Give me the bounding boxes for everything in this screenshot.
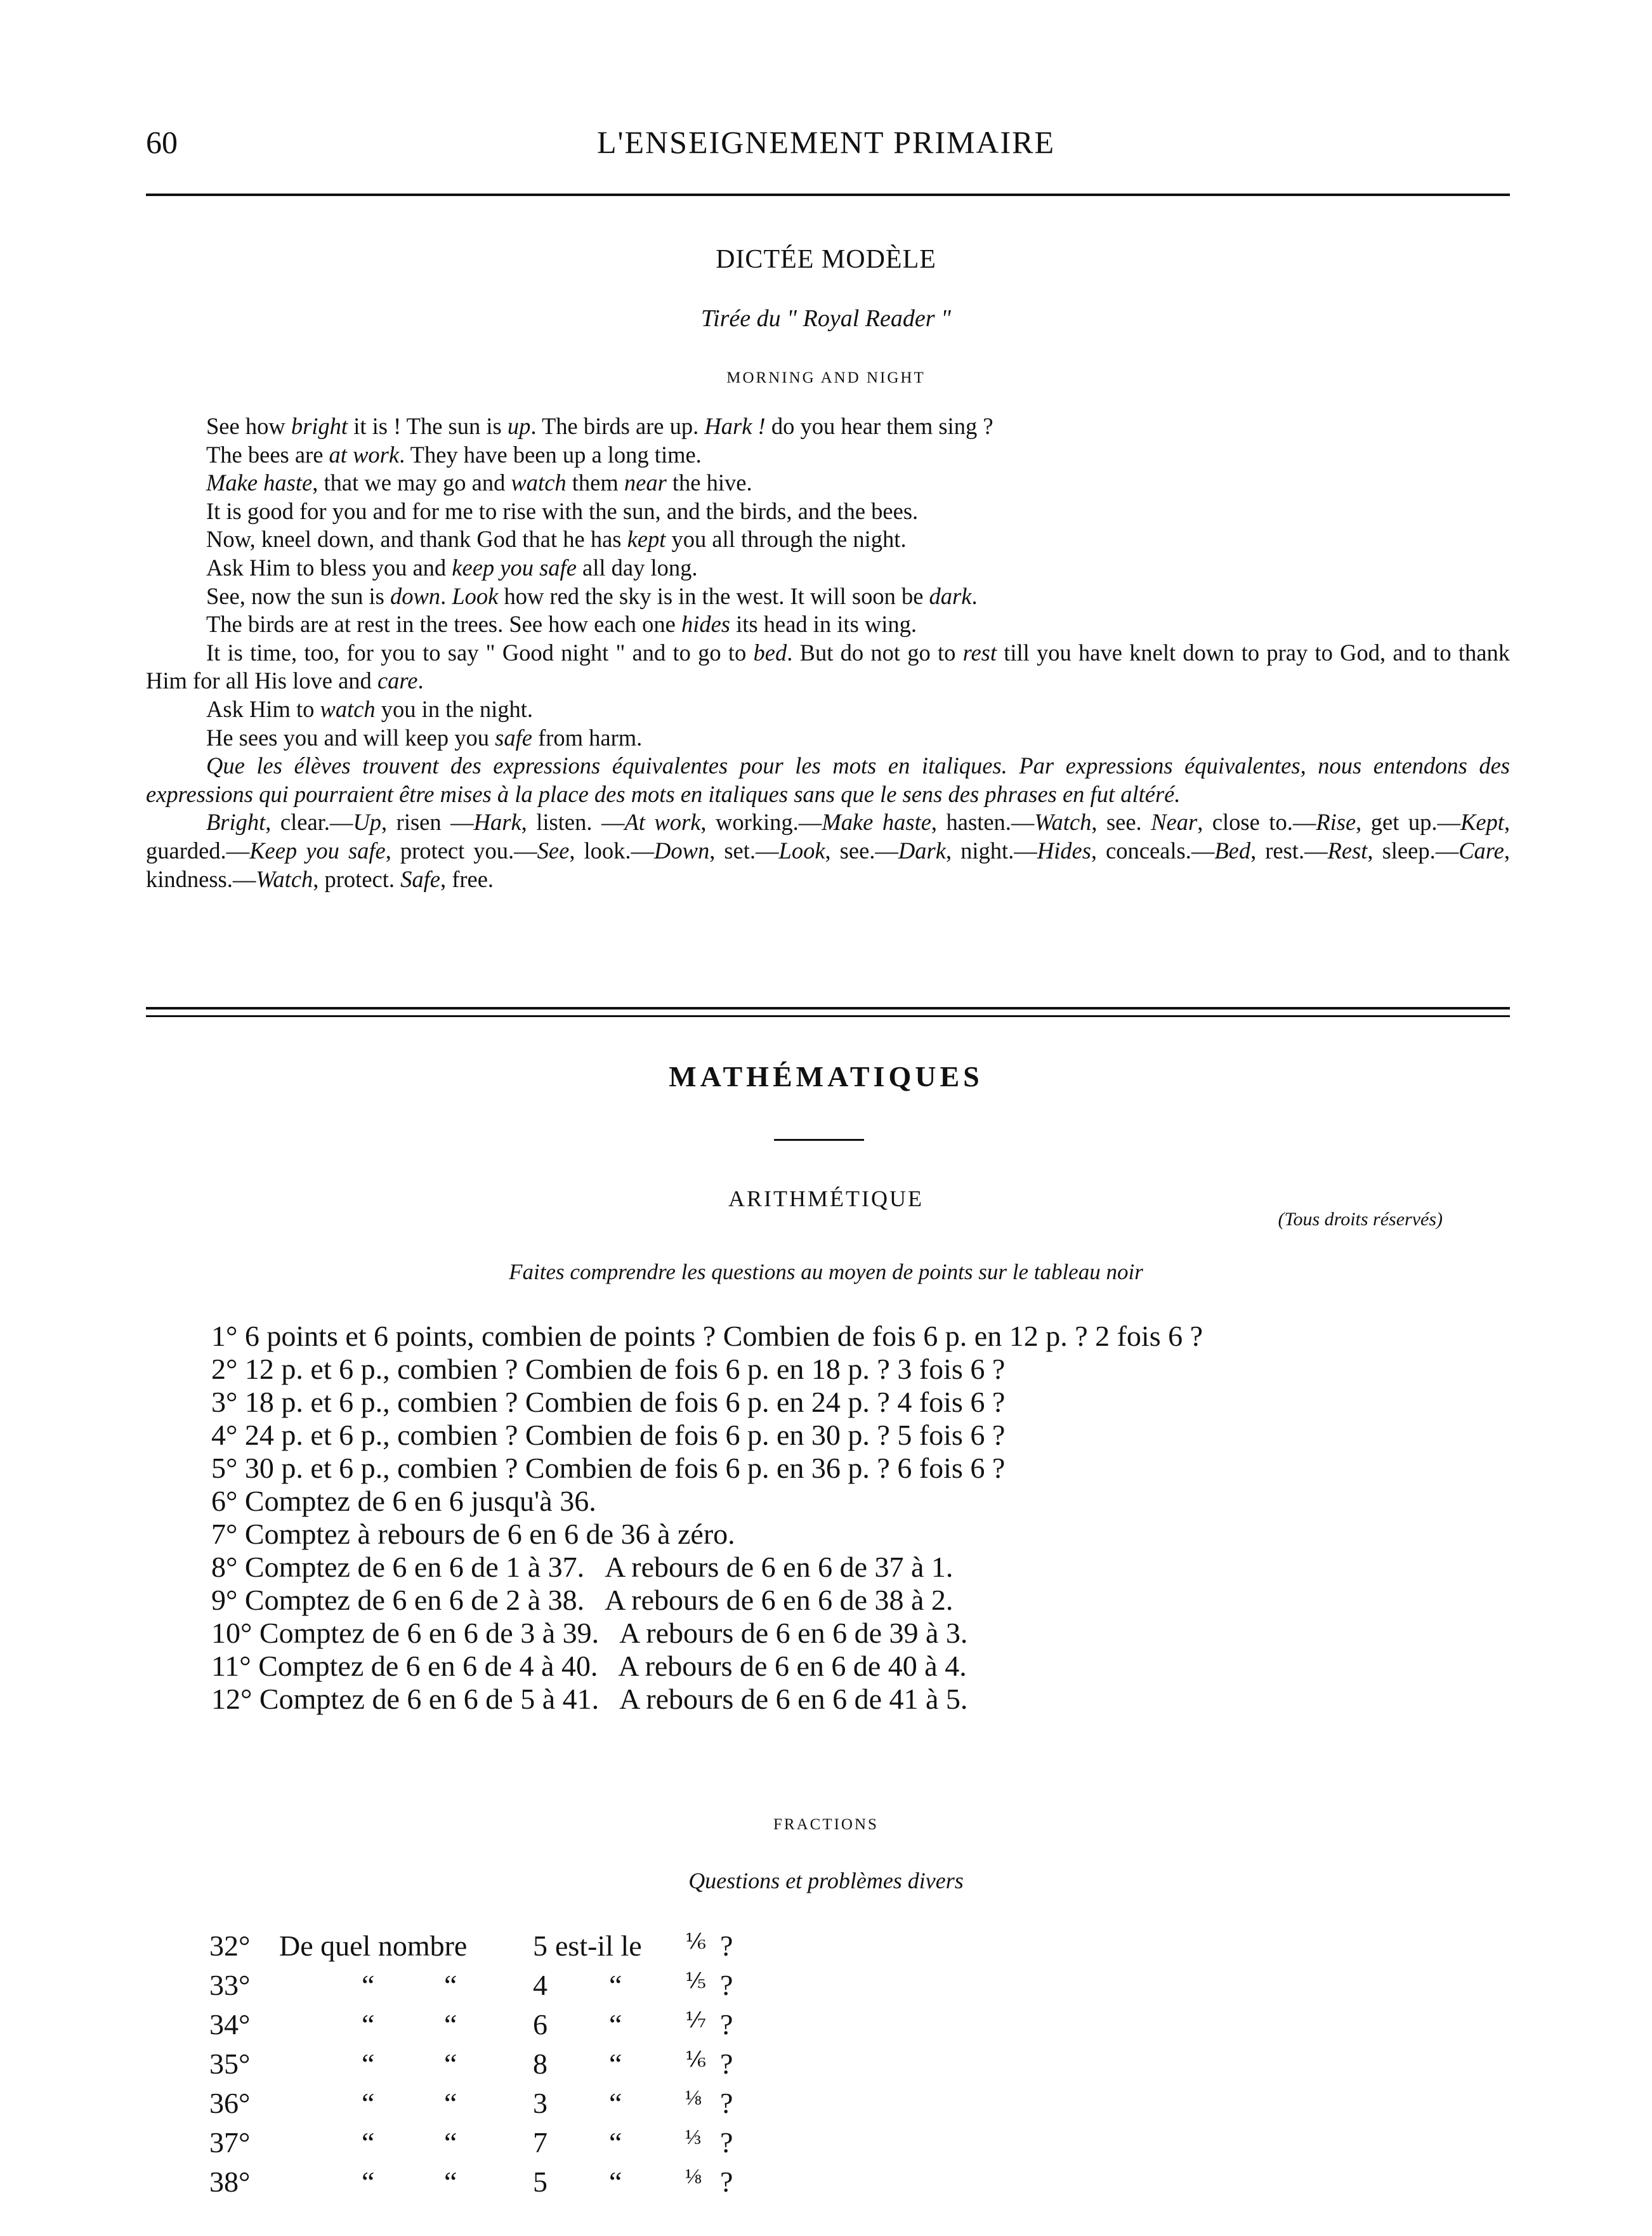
italic-word: Keep you safe (249, 837, 386, 864)
arith-question: 2° 12 p. et 6 p., combien ? Combien de fois 6 p. en 18 p. ? 3 fois 6 ? (211, 1353, 1006, 1385)
arith-question: 9° Comptez de 6 en 6 de 2 à 38. A rebours de 6 en 6 de 38 à 2. (211, 1584, 954, 1616)
text-run: Ask Him to bless you and (206, 554, 452, 581)
text-run: , see.— (825, 837, 898, 864)
question-mark: ? (720, 2048, 733, 2080)
text-run: . They have been up a long time. (399, 441, 702, 468)
italic-word: at work (329, 441, 400, 468)
italic-word: up (507, 413, 531, 439)
math-title: MATHÉMATIQUES (669, 1060, 983, 1093)
text-run: . But do not go to (787, 639, 963, 666)
italic-word: See (537, 837, 570, 864)
rights-notice: (Tous droits réservés) (1278, 1209, 1443, 1230)
italic-word: care (377, 668, 418, 694)
arith-question: 11° Comptez de 6 en 6 de 4 à 40. A rebours de 6 en 6 de 40 à 4. (211, 1650, 967, 1682)
text-run: how red the sky is in the west. It will soon be (498, 582, 929, 609)
text-run: it is ! The sun is (348, 413, 508, 439)
ditto-mark: “ (444, 2048, 457, 2080)
dictee-line (146, 724, 1510, 753)
math-subtitle: ARITHMÉTIQUE (728, 1186, 924, 1211)
italic-word: keep you safe (452, 554, 577, 581)
ditto-mark: “ (609, 2166, 622, 2198)
text-run: its head in its wing. (730, 611, 917, 638)
italic-word: Up (353, 809, 382, 836)
fraction-value: ⅕ (685, 1970, 706, 1993)
arith-question: 4° 24 p. et 6 p., combien ? Combien de fois 6 p. en 30 p. ? 5 fois 6 ? (211, 1419, 1006, 1451)
text-run: The bees are (206, 441, 329, 468)
dictee-subtitle: MORNING AND NIGHT (726, 369, 926, 386)
question-number: 34° (209, 2008, 251, 2041)
italic-word: Watch (1034, 809, 1092, 836)
ditto-mark: “ (444, 2166, 457, 2198)
italic-word: Watch (256, 865, 313, 892)
italic-word: Bed (1214, 837, 1251, 864)
text-run: , risen — (381, 809, 474, 836)
italic-word: Look (452, 582, 499, 609)
text-run: , set.— (709, 837, 779, 864)
text-run: , sleep.— (1367, 837, 1459, 864)
text-run: all day long. (576, 554, 698, 581)
text-run: , protect. (313, 865, 401, 892)
dictee-line (146, 554, 1510, 582)
italic-word: Rest (1327, 837, 1368, 864)
italic-word: safe (495, 724, 532, 751)
italic-word: Bright (206, 809, 266, 836)
text-run: He sees you and will keep you (206, 724, 495, 751)
italic-word: bed (753, 639, 787, 666)
italic-word: Hark (473, 809, 521, 836)
arith-question: 5° 30 p. et 6 p., combien ? Combien de fois 6 p. en 36 p. ? 6 fois 6 ? (211, 1452, 1006, 1484)
dictee-line (146, 497, 1510, 526)
dictee-line (146, 582, 1510, 611)
text-run: . (971, 582, 978, 609)
italic-word: hides (681, 611, 731, 638)
text-run: till you have knelt down to pray to God, and to thank Him for all His love and (146, 639, 1510, 694)
text-run: , protect you.— (385, 837, 537, 864)
text-run: , night.— (945, 837, 1037, 864)
italic-word: Que les élèves trouvent des expressions équivalentes pour les mots en italiques. Par expressions équivalentes, nous entendons des expressions qui pourraient être mises à la place des mots en italiques sans que le sens des phrases en fut altéré. (146, 753, 1510, 807)
question-number-value: 7 (533, 2126, 547, 2159)
text-run: . The birds are up. (530, 413, 705, 439)
question-number: 38° (209, 2166, 251, 2198)
dictee-source: Tirée du " Royal Reader " (701, 305, 951, 332)
ditto-mark: “ (362, 2166, 375, 2198)
italic-word: rest (962, 639, 997, 666)
italic-word: down (390, 582, 441, 609)
fraction-value: ⅛ (685, 2165, 702, 2188)
text-run: It is time, too, for you to say " Good night " and to go to (206, 639, 754, 666)
ditto-mark: “ (609, 2087, 622, 2119)
italic-word: At work (624, 809, 701, 836)
ditto-mark: “ (362, 1969, 375, 2001)
ditto-mark: “ (444, 2008, 457, 2041)
fraction-value: ⅛ (685, 2086, 702, 2110)
arithmetic-questions (164, 1320, 1509, 1716)
arith-question: 8° Comptez de 6 en 6 de 1 à 37. A rebours de 6 en 6 de 37 à 1. (211, 1551, 954, 1583)
text-run: , conceals.— (1091, 837, 1215, 864)
dictee-line (146, 412, 1510, 441)
dictee-text (146, 412, 1510, 893)
question-number-value: 6 (533, 2008, 547, 2041)
question-mark: ? (720, 2087, 733, 2119)
ditto-mark: “ (362, 2008, 375, 2041)
italic-word: kept (627, 526, 666, 553)
arith-question: 10° Comptez de 6 en 6 de 3 à 39. A rebours de 6 en 6 de 39 à 3. (211, 1617, 968, 1649)
text-run: . (440, 582, 452, 609)
text-run: , listen. — (521, 809, 625, 836)
section-rule-bottom (146, 1015, 1510, 1017)
text-run: , clear.— (265, 809, 353, 836)
ditto-mark: “ (362, 2048, 375, 2080)
italic-word: Look (778, 837, 825, 864)
question-number-value: 3 (533, 2087, 547, 2119)
text-run: you in the night. (375, 695, 534, 722)
text-run: do you hear them sing ? (765, 413, 993, 439)
dictee-line (146, 525, 1510, 554)
dictee-line (146, 808, 1510, 893)
text-run: The birds are at rest in the trees. See how each one (206, 611, 681, 638)
question-number: 37° (209, 2126, 251, 2159)
ditto-mark: “ (362, 2087, 375, 2119)
text-run: , close to.— (1197, 809, 1316, 836)
text-run: , guarded.— (146, 809, 1511, 864)
arith-question: 3° 18 p. et 6 p., combien ? Combien de fois 6 p. en 24 p. ? 4 fois 6 ? (211, 1386, 1006, 1418)
fractions-subtitle: Questions et problèmes divers (688, 1868, 964, 1893)
question-number: 35° (209, 2048, 251, 2080)
text-run: you all through the night. (665, 526, 907, 553)
italic-word: Safe (400, 865, 440, 892)
italic-word: Down (653, 837, 710, 864)
section-rule-top (146, 1007, 1510, 1009)
italic-word: watch (511, 470, 567, 496)
italic-word: Care (1459, 837, 1504, 864)
fractions-title: FRACTIONS (773, 1816, 879, 1833)
arith-question: 6° Comptez de 6 en 6 jusqu'à 36. (211, 1485, 596, 1517)
text-run: It is good for you and for me to rise with the sun, and the birds, and the bees. (206, 497, 919, 524)
italic-word: Hides (1037, 837, 1091, 864)
arith-question: 1° 6 points et 6 points, combien de points ? Combien de fois 6 p. en 12 p. ? 2 fois 6 ? (211, 1320, 1203, 1352)
question-number-value: 5 (533, 1930, 547, 1962)
page-number: 60 (146, 124, 178, 160)
question-number-value: 4 (533, 1969, 547, 2001)
question-verb: est-il le (555, 1930, 642, 1962)
italic-word: Make haste (822, 809, 931, 836)
math-title-rule (774, 1139, 864, 1141)
italic-word: Hark ! (704, 413, 766, 439)
ditto-mark: “ (609, 2008, 622, 2041)
math-instruction: Faites comprendre les questions au moyen de points sur le tableau noir (509, 1259, 1143, 1284)
text-run: . (417, 668, 424, 694)
text-run: , look.— (569, 837, 654, 864)
question-number-value: 5 (533, 2166, 547, 2198)
dictee-line (146, 441, 1510, 470)
dictee-line (146, 752, 1510, 808)
dictee-line (146, 695, 1510, 724)
fraction-value: ⅐ (685, 2009, 706, 2032)
text-run: , free. (440, 865, 494, 892)
fraction-value: ⅓ (685, 2126, 702, 2149)
question-number-value: 8 (533, 2048, 547, 2080)
ditto-mark: “ (609, 1969, 622, 2001)
text-run: , that we may go and (312, 470, 511, 496)
ditto-mark: “ (362, 2126, 375, 2159)
ditto-mark: “ (444, 1969, 457, 2001)
text-run: the hive. (666, 470, 752, 496)
text-run: from harm. (532, 724, 643, 751)
arith-question: 12° Comptez de 6 en 6 de 5 à 41. A rebours de 6 en 6 de 41 à 5. (211, 1683, 968, 1715)
italic-word: Make haste (206, 470, 313, 496)
italic-word: Near (1151, 809, 1198, 836)
question-mark: ? (720, 2126, 733, 2159)
question-mark: ? (720, 1969, 733, 2001)
header-rule (146, 194, 1510, 196)
question-mark: ? (720, 2166, 733, 2198)
text-run: , hasten.— (931, 809, 1035, 836)
text-run: See how (206, 413, 291, 439)
journal-title: L'ENSEIGNEMENT PRIMAIRE (596, 124, 1056, 160)
ditto-mark: “ (609, 2126, 622, 2159)
italic-word: Rise (1316, 809, 1356, 836)
text-run: , kindness.— (146, 837, 1510, 892)
fraction-value: ⅙ (685, 2048, 706, 2072)
question-number: 33° (209, 1969, 251, 2001)
dictee-line (146, 639, 1510, 695)
italic-word: watch (320, 695, 376, 722)
text-run: Now, kneel down, and thank God that he has (206, 526, 627, 553)
italic-word: Kept (1460, 809, 1504, 836)
text-run: , see. (1091, 809, 1151, 836)
text-run: , get up.— (1356, 809, 1461, 836)
italic-word: bright (291, 413, 348, 439)
text-run: them (566, 470, 624, 496)
text-run: Ask Him to (206, 695, 320, 722)
ditto-mark: “ (444, 2126, 457, 2159)
question-text: De quel nombre (279, 1930, 468, 1962)
question-mark: ? (720, 2008, 733, 2041)
dictee-title: DICTÉE MODÈLE (716, 245, 936, 274)
dictee-line (146, 610, 1510, 639)
text-run: , rest.— (1250, 837, 1328, 864)
question-mark: ? (720, 1930, 733, 1962)
question-number: 36° (209, 2087, 251, 2119)
text-run: , working.— (700, 809, 822, 836)
italic-word: Dark (898, 837, 946, 864)
italic-word: near (624, 470, 667, 496)
text-run: See, now the sun is (206, 582, 390, 609)
ditto-mark: “ (444, 2087, 457, 2119)
arith-question: 7° Comptez à rebours de 6 en 6 de 36 à zéro. (211, 1518, 735, 1550)
dictee-line (146, 469, 1510, 497)
fraction-value: ⅙ (685, 1930, 706, 1954)
question-number: 32° (209, 1930, 251, 1962)
ditto-mark: “ (609, 2048, 622, 2080)
italic-word: dark (929, 582, 972, 609)
